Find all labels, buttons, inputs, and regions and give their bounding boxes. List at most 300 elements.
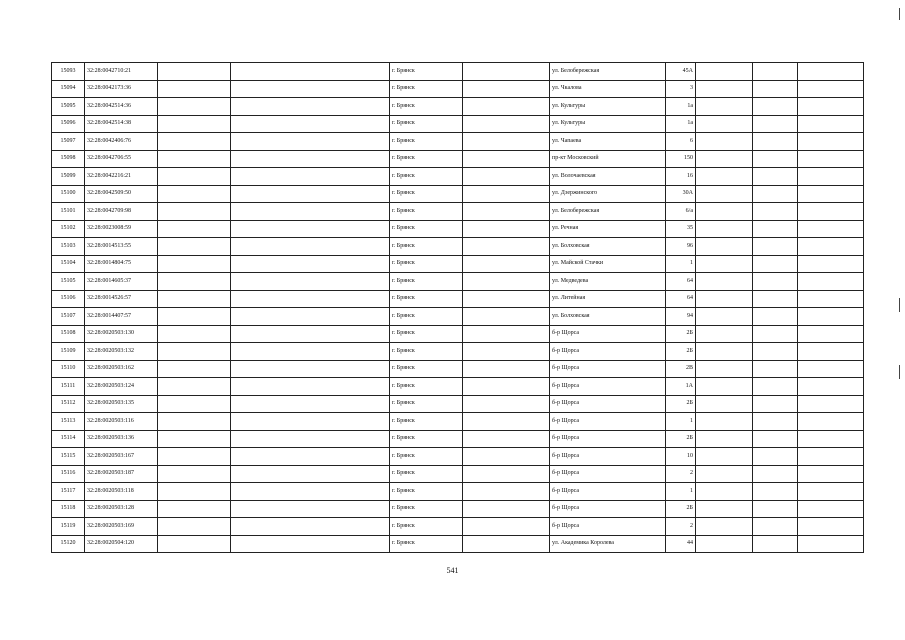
house-number-cell: 3 bbox=[666, 80, 696, 98]
table-row bbox=[52, 343, 864, 361]
city-cell: г. Брянск bbox=[390, 465, 463, 483]
empty-cell bbox=[463, 168, 550, 186]
empty-cell bbox=[798, 343, 864, 361]
cadastral-number-cell: 32:28:0023008:59 bbox=[85, 220, 158, 238]
row-number-cell: 15116 bbox=[52, 465, 85, 483]
empty-cell bbox=[753, 430, 798, 448]
empty-cell bbox=[696, 308, 753, 326]
empty-cell bbox=[463, 98, 550, 116]
empty-cell bbox=[696, 98, 753, 116]
house-number-cell: 6/а bbox=[666, 203, 696, 221]
empty-cell bbox=[753, 413, 798, 431]
street-cell: ул. Болховская bbox=[550, 238, 666, 256]
table-row bbox=[52, 238, 864, 256]
empty-cell bbox=[696, 343, 753, 361]
empty-cell bbox=[158, 238, 231, 256]
city-cell: г. Брянск bbox=[390, 80, 463, 98]
row-number-cell: 15094 bbox=[52, 80, 85, 98]
empty-cell bbox=[463, 500, 550, 518]
empty-cell bbox=[753, 168, 798, 186]
empty-cell bbox=[753, 290, 798, 308]
table-row bbox=[52, 273, 864, 291]
empty-cell bbox=[463, 220, 550, 238]
house-number-cell: 2Б bbox=[666, 395, 696, 413]
empty-cell bbox=[798, 325, 864, 343]
empty-cell bbox=[231, 150, 390, 168]
empty-cell bbox=[798, 500, 864, 518]
empty-cell bbox=[753, 308, 798, 326]
empty-cell bbox=[753, 203, 798, 221]
row-number-cell: 15103 bbox=[52, 238, 85, 256]
empty-cell bbox=[753, 483, 798, 501]
empty-cell bbox=[231, 413, 390, 431]
empty-cell bbox=[463, 395, 550, 413]
empty-cell bbox=[696, 535, 753, 553]
empty-cell bbox=[696, 290, 753, 308]
empty-cell bbox=[463, 448, 550, 466]
city-cell: г. Брянск bbox=[390, 535, 463, 553]
empty-cell bbox=[231, 378, 390, 396]
empty-cell bbox=[463, 80, 550, 98]
street-cell: ул. Белобережская bbox=[550, 203, 666, 221]
empty-cell bbox=[696, 465, 753, 483]
row-number-cell: 15105 bbox=[52, 273, 85, 291]
empty-cell bbox=[231, 343, 390, 361]
empty-cell bbox=[158, 518, 231, 536]
cadastral-number-cell: 32:28:0014605:37 bbox=[85, 273, 158, 291]
page-number: 541 bbox=[446, 566, 459, 575]
empty-cell bbox=[798, 220, 864, 238]
empty-cell bbox=[753, 343, 798, 361]
empty-cell bbox=[696, 150, 753, 168]
street-cell: ул. Академика Королева bbox=[550, 535, 666, 553]
empty-cell bbox=[696, 500, 753, 518]
empty-cell bbox=[753, 448, 798, 466]
empty-cell bbox=[798, 255, 864, 273]
street-cell: ул. Медведева bbox=[550, 273, 666, 291]
empty-cell bbox=[798, 395, 864, 413]
empty-cell bbox=[696, 168, 753, 186]
empty-cell bbox=[231, 98, 390, 116]
empty-cell bbox=[753, 80, 798, 98]
city-cell: г. Брянск bbox=[390, 133, 463, 151]
row-number-cell: 15093 bbox=[52, 63, 85, 81]
street-cell: ул. Литейная bbox=[550, 290, 666, 308]
street-cell: б-р Щорса bbox=[550, 360, 666, 378]
empty-cell bbox=[753, 500, 798, 518]
empty-cell bbox=[696, 448, 753, 466]
table-row bbox=[52, 255, 864, 273]
empty-cell bbox=[158, 255, 231, 273]
cadastral-number-cell: 32:28:0020503:132 bbox=[85, 343, 158, 361]
cadastral-number-cell: 32:28:0020503:128 bbox=[85, 500, 158, 518]
street-cell: ул. Чкалова bbox=[550, 80, 666, 98]
street-cell: б-р Щорса bbox=[550, 430, 666, 448]
cadastral-number-cell: 32:28:0042216:21 bbox=[85, 168, 158, 186]
house-number-cell: 94 bbox=[666, 308, 696, 326]
empty-cell bbox=[696, 80, 753, 98]
city-cell: г. Брянск bbox=[390, 150, 463, 168]
cadastral-number-cell: 32:28:0014526:57 bbox=[85, 290, 158, 308]
cadastral-number-cell: 32:28:0020503:187 bbox=[85, 465, 158, 483]
table-row bbox=[52, 325, 864, 343]
table-body bbox=[52, 63, 864, 553]
empty-cell bbox=[158, 133, 231, 151]
empty-cell bbox=[231, 133, 390, 151]
empty-cell bbox=[463, 133, 550, 151]
house-number-cell: 64 bbox=[666, 273, 696, 291]
empty-cell bbox=[158, 150, 231, 168]
empty-cell bbox=[753, 325, 798, 343]
street-cell: ул. Культуры bbox=[550, 98, 666, 116]
cadastral-number-cell: 32:28:0020503:135 bbox=[85, 395, 158, 413]
row-number-cell: 15109 bbox=[52, 343, 85, 361]
empty-cell bbox=[158, 203, 231, 221]
empty-cell bbox=[158, 80, 231, 98]
empty-cell bbox=[798, 238, 864, 256]
empty-cell bbox=[463, 308, 550, 326]
city-cell: г. Брянск bbox=[390, 343, 463, 361]
cadastral-number-cell: 32:28:0020503:124 bbox=[85, 378, 158, 396]
empty-cell bbox=[463, 290, 550, 308]
street-cell: б-р Щорса bbox=[550, 395, 666, 413]
street-cell: ул. Культуры bbox=[550, 115, 666, 133]
row-number-cell: 15106 bbox=[52, 290, 85, 308]
empty-cell bbox=[696, 273, 753, 291]
city-cell: г. Брянск bbox=[390, 63, 463, 81]
empty-cell bbox=[231, 308, 390, 326]
city-cell: г. Брянск bbox=[390, 238, 463, 256]
row-number-cell: 15110 bbox=[52, 360, 85, 378]
row-number-cell: 15100 bbox=[52, 185, 85, 203]
row-number-cell: 15098 bbox=[52, 150, 85, 168]
empty-cell bbox=[158, 378, 231, 396]
house-number-cell: 10 bbox=[666, 448, 696, 466]
house-number-cell: 1 bbox=[666, 413, 696, 431]
house-number-cell: 1 bbox=[666, 255, 696, 273]
empty-cell bbox=[158, 185, 231, 203]
empty-cell bbox=[753, 150, 798, 168]
house-number-cell: 64 bbox=[666, 290, 696, 308]
empty-cell bbox=[463, 378, 550, 396]
cadastral-number-cell: 32:28:0042509:50 bbox=[85, 185, 158, 203]
cadastral-number-cell: 32:28:0042406:76 bbox=[85, 133, 158, 151]
empty-cell bbox=[463, 150, 550, 168]
row-number-cell: 15101 bbox=[52, 203, 85, 221]
empty-cell bbox=[798, 518, 864, 536]
cadastral-number-cell: 32:28:0042514:38 bbox=[85, 115, 158, 133]
empty-cell bbox=[158, 465, 231, 483]
empty-cell bbox=[158, 290, 231, 308]
row-number-cell: 15104 bbox=[52, 255, 85, 273]
city-cell: г. Брянск bbox=[390, 500, 463, 518]
city-cell: г. Брянск bbox=[390, 483, 463, 501]
city-cell: г. Брянск bbox=[390, 168, 463, 186]
row-number-cell: 15111 bbox=[52, 378, 85, 396]
empty-cell bbox=[463, 325, 550, 343]
street-cell: б-р Щорса bbox=[550, 378, 666, 396]
city-cell: г. Брянск bbox=[390, 395, 463, 413]
empty-cell bbox=[798, 150, 864, 168]
cadastral-number-cell: 32:28:0014513:55 bbox=[85, 238, 158, 256]
table-row bbox=[52, 290, 864, 308]
empty-cell bbox=[798, 80, 864, 98]
table-row bbox=[52, 133, 864, 151]
street-cell: б-р Щорса bbox=[550, 465, 666, 483]
empty-cell bbox=[463, 535, 550, 553]
empty-cell bbox=[696, 238, 753, 256]
house-number-cell: 150 bbox=[666, 150, 696, 168]
empty-cell bbox=[696, 220, 753, 238]
empty-cell bbox=[231, 430, 390, 448]
house-number-cell: 1 bbox=[666, 483, 696, 501]
table-row bbox=[52, 168, 864, 186]
street-cell: б-р Щорса bbox=[550, 413, 666, 431]
empty-cell bbox=[753, 360, 798, 378]
street-cell: б-р Щорса bbox=[550, 518, 666, 536]
empty-cell bbox=[753, 465, 798, 483]
empty-cell bbox=[158, 535, 231, 553]
empty-cell bbox=[231, 273, 390, 291]
empty-cell bbox=[231, 395, 390, 413]
empty-cell bbox=[696, 133, 753, 151]
house-number-cell: 6 bbox=[666, 133, 696, 151]
empty-cell bbox=[463, 63, 550, 81]
empty-cell bbox=[463, 255, 550, 273]
empty-cell bbox=[158, 448, 231, 466]
empty-cell bbox=[158, 325, 231, 343]
empty-cell bbox=[696, 413, 753, 431]
empty-cell bbox=[158, 483, 231, 501]
empty-cell bbox=[231, 238, 390, 256]
empty-cell bbox=[231, 535, 390, 553]
table-row bbox=[52, 535, 864, 553]
row-number-cell: 15118 bbox=[52, 500, 85, 518]
empty-cell bbox=[696, 325, 753, 343]
table-row bbox=[52, 360, 864, 378]
empty-cell bbox=[753, 238, 798, 256]
table-row bbox=[52, 500, 864, 518]
table-row bbox=[52, 448, 864, 466]
empty-cell bbox=[696, 63, 753, 81]
empty-cell bbox=[753, 185, 798, 203]
empty-cell bbox=[158, 308, 231, 326]
empty-cell bbox=[463, 115, 550, 133]
table-row bbox=[52, 115, 864, 133]
house-number-cell: 2Б bbox=[666, 430, 696, 448]
empty-cell bbox=[753, 395, 798, 413]
empty-cell bbox=[231, 185, 390, 203]
row-number-cell: 15114 bbox=[52, 430, 85, 448]
house-number-cell: 16 bbox=[666, 168, 696, 186]
empty-cell bbox=[753, 535, 798, 553]
city-cell: г. Брянск bbox=[390, 308, 463, 326]
scan-edge-mark bbox=[899, 298, 900, 312]
empty-cell bbox=[463, 343, 550, 361]
table-row bbox=[52, 465, 864, 483]
empty-cell bbox=[158, 220, 231, 238]
empty-cell bbox=[463, 360, 550, 378]
cadastral-number-cell: 32:28:0020503:130 bbox=[85, 325, 158, 343]
city-cell: г. Брянск bbox=[390, 360, 463, 378]
table-row bbox=[52, 395, 864, 413]
empty-cell bbox=[231, 63, 390, 81]
empty-cell bbox=[696, 203, 753, 221]
empty-cell bbox=[798, 185, 864, 203]
empty-cell bbox=[231, 325, 390, 343]
cadastral-number-cell: 32:28:0042710:21 bbox=[85, 63, 158, 81]
city-cell: г. Брянск bbox=[390, 325, 463, 343]
cadastral-number-cell: 32:28:0042709:98 bbox=[85, 203, 158, 221]
city-cell: г. Брянск bbox=[390, 378, 463, 396]
house-number-cell: 2Б bbox=[666, 325, 696, 343]
cadastral-number-cell: 32:28:0020504:120 bbox=[85, 535, 158, 553]
city-cell: г. Брянск bbox=[390, 273, 463, 291]
empty-cell bbox=[158, 273, 231, 291]
empty-cell bbox=[798, 168, 864, 186]
empty-cell bbox=[798, 430, 864, 448]
empty-cell bbox=[696, 518, 753, 536]
empty-cell bbox=[798, 115, 864, 133]
empty-cell bbox=[158, 98, 231, 116]
empty-cell bbox=[753, 518, 798, 536]
empty-cell bbox=[231, 115, 390, 133]
table-row bbox=[52, 518, 864, 536]
row-number-cell: 15117 bbox=[52, 483, 85, 501]
empty-cell bbox=[158, 63, 231, 81]
table-row bbox=[52, 63, 864, 81]
empty-cell bbox=[231, 483, 390, 501]
city-cell: г. Брянск bbox=[390, 185, 463, 203]
empty-cell bbox=[753, 220, 798, 238]
row-number-cell: 15095 bbox=[52, 98, 85, 116]
empty-cell bbox=[231, 465, 390, 483]
table-row bbox=[52, 220, 864, 238]
row-number-cell: 15113 bbox=[52, 413, 85, 431]
cadastral-number-cell: 32:28:0042514:36 bbox=[85, 98, 158, 116]
empty-cell bbox=[753, 273, 798, 291]
house-number-cell: 2 bbox=[666, 518, 696, 536]
house-number-cell: 45А bbox=[666, 63, 696, 81]
empty-cell bbox=[753, 255, 798, 273]
row-number-cell: 15119 bbox=[52, 518, 85, 536]
empty-cell bbox=[753, 98, 798, 116]
cadastral-number-cell: 32:28:0020503:116 bbox=[85, 413, 158, 431]
empty-cell bbox=[696, 430, 753, 448]
city-cell: г. Брянск bbox=[390, 220, 463, 238]
empty-cell bbox=[231, 518, 390, 536]
empty-cell bbox=[463, 238, 550, 256]
row-number-cell: 15097 bbox=[52, 133, 85, 151]
empty-cell bbox=[798, 63, 864, 81]
empty-cell bbox=[696, 378, 753, 396]
table-row bbox=[52, 308, 864, 326]
property-register-table bbox=[51, 62, 864, 553]
city-cell: г. Брянск bbox=[390, 448, 463, 466]
table-row bbox=[52, 203, 864, 221]
row-number-cell: 15096 bbox=[52, 115, 85, 133]
street-cell: ул. Волочаевская bbox=[550, 168, 666, 186]
table-row bbox=[52, 98, 864, 116]
house-number-cell: 2В bbox=[666, 360, 696, 378]
city-cell: г. Брянск bbox=[390, 413, 463, 431]
empty-cell bbox=[798, 273, 864, 291]
street-cell: ул. Дзержинского bbox=[550, 185, 666, 203]
table-row bbox=[52, 185, 864, 203]
cadastral-number-cell: 32:28:0020503:118 bbox=[85, 483, 158, 501]
empty-cell bbox=[753, 115, 798, 133]
empty-cell bbox=[798, 483, 864, 501]
empty-cell bbox=[158, 115, 231, 133]
empty-cell bbox=[753, 63, 798, 81]
row-number-cell: 15115 bbox=[52, 448, 85, 466]
table-row bbox=[52, 378, 864, 396]
empty-cell bbox=[753, 133, 798, 151]
empty-cell bbox=[798, 308, 864, 326]
house-number-cell: 1а bbox=[666, 115, 696, 133]
city-cell: г. Брянск bbox=[390, 290, 463, 308]
empty-cell bbox=[798, 465, 864, 483]
empty-cell bbox=[696, 115, 753, 133]
empty-cell bbox=[463, 413, 550, 431]
empty-cell bbox=[798, 290, 864, 308]
house-number-cell: 35 bbox=[666, 220, 696, 238]
row-number-cell: 15102 bbox=[52, 220, 85, 238]
empty-cell bbox=[798, 448, 864, 466]
cadastral-number-cell: 32:28:0020503:167 bbox=[85, 448, 158, 466]
row-number-cell: 15108 bbox=[52, 325, 85, 343]
city-cell: г. Брянск bbox=[390, 203, 463, 221]
empty-cell bbox=[798, 378, 864, 396]
empty-cell bbox=[231, 255, 390, 273]
empty-cell bbox=[158, 168, 231, 186]
empty-cell bbox=[753, 378, 798, 396]
cadastral-number-cell: 32:28:0042706:55 bbox=[85, 150, 158, 168]
empty-cell bbox=[158, 413, 231, 431]
empty-cell bbox=[798, 413, 864, 431]
empty-cell bbox=[463, 185, 550, 203]
empty-cell bbox=[158, 360, 231, 378]
cadastral-number-cell: 32:28:0014407:57 bbox=[85, 308, 158, 326]
street-cell: ул. Речная bbox=[550, 220, 666, 238]
empty-cell bbox=[231, 290, 390, 308]
empty-cell bbox=[158, 500, 231, 518]
empty-cell bbox=[231, 203, 390, 221]
empty-cell bbox=[463, 430, 550, 448]
empty-cell bbox=[696, 185, 753, 203]
scan-edge-mark bbox=[899, 8, 900, 20]
cadastral-number-cell: 32:28:0020503:162 bbox=[85, 360, 158, 378]
street-cell: ул. Болховская bbox=[550, 308, 666, 326]
empty-cell bbox=[231, 500, 390, 518]
empty-cell bbox=[798, 535, 864, 553]
street-cell: пр-кт Московский bbox=[550, 150, 666, 168]
empty-cell bbox=[231, 448, 390, 466]
table-row bbox=[52, 80, 864, 98]
street-cell: б-р Щорса bbox=[550, 343, 666, 361]
city-cell: г. Брянск bbox=[390, 98, 463, 116]
empty-cell bbox=[696, 255, 753, 273]
empty-cell bbox=[696, 483, 753, 501]
row-number-cell: 15112 bbox=[52, 395, 85, 413]
empty-cell bbox=[798, 133, 864, 151]
empty-cell bbox=[696, 360, 753, 378]
house-number-cell: 2Б bbox=[666, 500, 696, 518]
row-number-cell: 15120 bbox=[52, 535, 85, 553]
cadastral-number-cell: 32:28:0020503:169 bbox=[85, 518, 158, 536]
empty-cell bbox=[158, 343, 231, 361]
cadastral-number-cell: 32:28:0020503:136 bbox=[85, 430, 158, 448]
